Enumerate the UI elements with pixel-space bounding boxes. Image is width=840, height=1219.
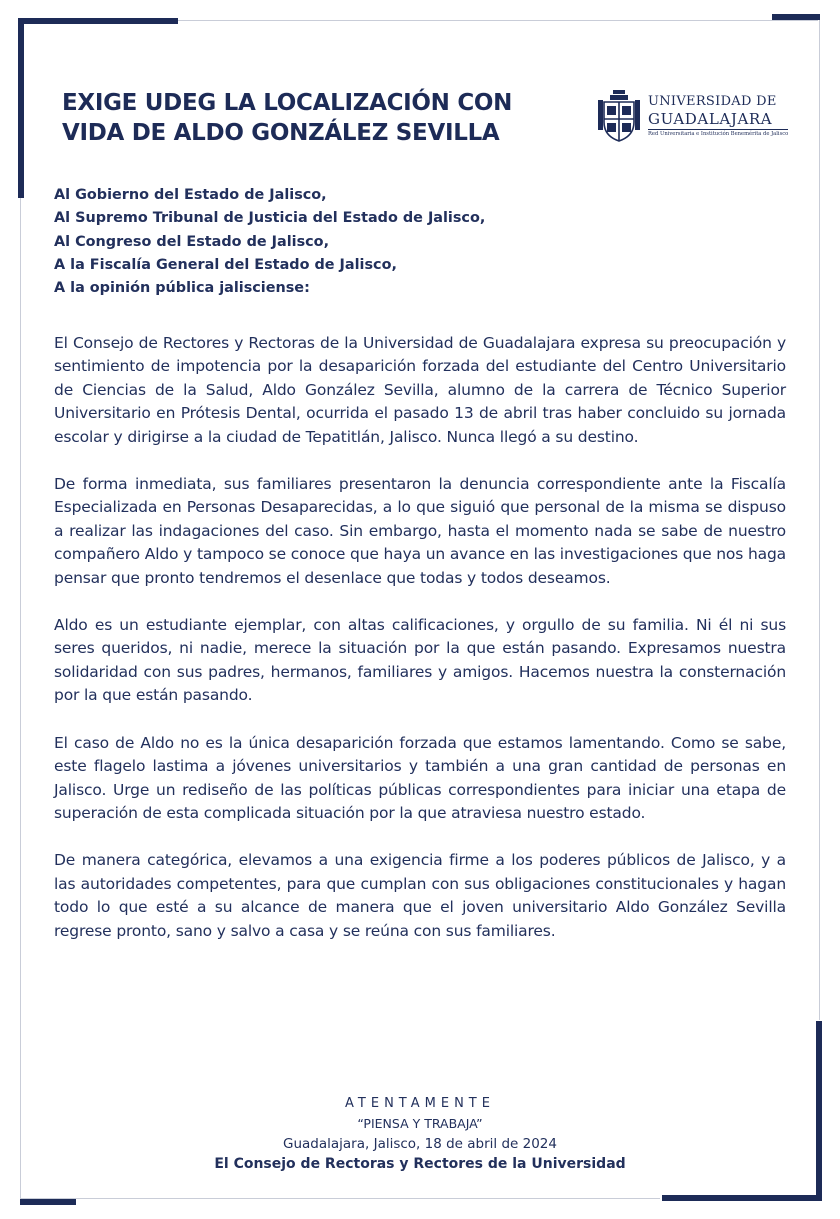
body-paragraph: El Consejo de Rectores y Rectoras de la Universidad de Guadalajara expresa su preocupación y sentimiento de impotencia por la desaparición forzada del estudiante del Centro Universitario de Ciencias de la Salud, Aldo González Sevilla, alumno de la carrera de Técnico Superior Universitario en Prótesis Dental, ocurrida el pasado 13 de abril tras haber concluido su jornada escolar y dirigirse a la ciudad de Tepatitlán, Jalisco. Nunca llegó a su destino. [54,334,786,446]
addressee-item: Al Supremo Tribunal de Justicia del Estado de Jalisco, [54,210,486,227]
frame-bottom-right-horizontal [662,1195,822,1201]
addressee-item: A la opinión pública jalisciense: [54,280,310,297]
frame-accent-bottom-left [20,1199,76,1205]
university-logo [596,88,792,144]
frame-top-left-vertical [18,18,24,198]
closing-atentamente: ATENTAMENTE [345,1096,495,1111]
closing-block [0,1094,840,1174]
logo-name-line2: GUADALAJARA [648,110,773,128]
logo-name-line1: UNIVERSIDAD DE [648,94,777,109]
addressee-item: A la Fiscalía General del Estado de Jalisco, [54,256,397,273]
frame-line-left [20,198,21,1198]
frame-line-right [819,20,820,1020]
letter-body [54,332,786,967]
page-title: EXIGE UDEG LA LOCALIZACIÓN CON VIDA DE ALDO GONZÁLEZ SEVILLA [62,90,513,146]
body-paragraph: De forma inmediata, sus familiares presentaron la denuncia correspondiente ante la Fiscalía Especializada en Personas Desaparecidas, a lo que siguió que personal de la misma se dispuso a realizar las indagaciones del caso. Sin embargo, hasta el momento nada se sabe de nuestro compañero Aldo y tampoco se conoce que haya un avance en las investigaciones que nos haga pensar que pronto tendremos el desenlace que todas y todos deseamos. [54,475,787,587]
addressee-item: Al Gobierno del Estado de Jalisco, [54,187,327,203]
body-paragraph: De manera categórica, elevamos a una exigencia firme a los poderes públicos de Jalisco, y a las autoridades competentes, para que cumplan con sus obligaciones constitucionales y hagan todo lo que esté a su alcance de manera que el joven universitario Aldo González Sevilla regrese pronto, sano y salvo a casa y se reúna con sus familiares. [54,851,786,940]
frame-accent-top-right [772,14,820,20]
closing-signature: El Consejo de Rectoras y Rectores de la Universidad [214,1156,626,1172]
closing-motto: “PIENSA Y TRABAJA” [357,1116,483,1131]
frame-line-bottom [20,1198,660,1199]
university-crest-icon [596,88,642,144]
frame-top-left-horizontal [18,18,178,24]
body-paragraph: Aldo es un estudiante ejemplar, con altas calificaciones, y orgullo de su familia. Ni él ni sus seres queridos, ni nadie, merece la situación por la que están pasando. Expresamos nuestra solidaridad con sus padres, hermanos, familiares y amigos. Hacemos nuestra la consternación por la que están pasando. [54,616,786,705]
logo-tagline: Red Universitaria e Institución Benemérita de Jalisco [648,131,789,137]
addressee-item: Al Congreso del Estado de Jalisco, [54,233,330,250]
frame-line-top [178,20,818,21]
closing-place-date: Guadalajara, Jalisco, 18 de abril de 2024 [283,1136,557,1152]
addressee-list [54,184,754,300]
body-paragraph: El caso de Aldo no es la única desaparición forzada que estamos lamentando. Como se sabe, este flagelo lastima a jóvenes universitarios y también a una gran cantidad de personas en Jalisco. Urge un rediseño de las políticas públicas correspondientes para iniciar una etapa de superación de esta complicada situación por la que atraviesa nuestro estado. [54,733,786,822]
